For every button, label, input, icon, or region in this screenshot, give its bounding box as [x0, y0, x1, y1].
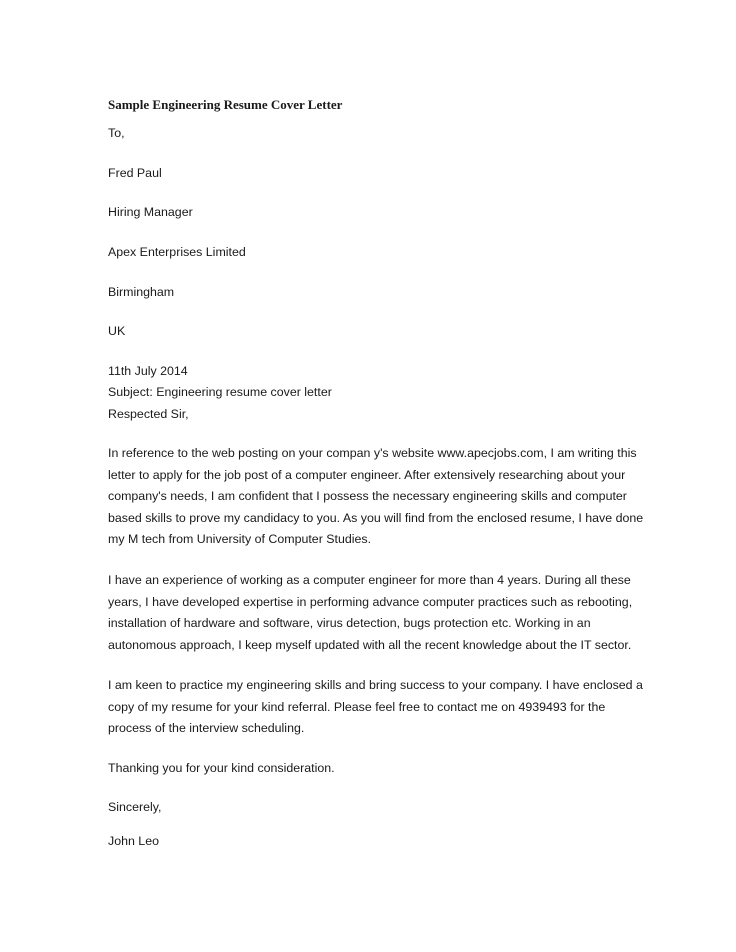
closing-line: Sincerely, — [108, 800, 162, 814]
recipient-position: Hiring Manager — [108, 205, 193, 219]
body-paragraph-3 — [108, 675, 643, 740]
letter-title: Sample Engineering Resume Cover Letter — [108, 97, 343, 112]
letter-subject: Subject: Engineering resume cover letter — [108, 385, 332, 399]
paragraph-line: In reference to the web posting on your compan y's website www.apecjobs.com, I am writing this — [108, 446, 637, 460]
paragraph-line: based skills to prove my candidacy to you. As you will find from the enclosed resume, I have done — [108, 510, 644, 525]
recipient-city: Birmingham — [108, 285, 175, 299]
letter-date: 11th July 2014 — [108, 364, 188, 378]
paragraph-line: autonomous approach, I keep myself updated with all the recent knowledge about the IT sector. — [108, 637, 632, 652]
salutation-to: To, — [108, 126, 125, 140]
recipient-company: Apex Enterprises Limited — [108, 245, 246, 259]
paragraph-line: installation of hardware and software, virus detection, bugs protection etc. Working in an — [108, 616, 591, 630]
paragraph-line: letter to apply for the job post of a computer engineer. After extensively researching about your — [108, 467, 626, 482]
paragraph-line: copy of my resume for your kind referral. Please feel free to contact me on 4939493 for the — [108, 699, 606, 714]
paragraph-line: my M tech from University of Computer Studies. — [108, 532, 372, 546]
thanks-line: Thanking you for your kind consideration. — [108, 761, 335, 775]
paragraph-line: I have an experience of working as a computer engineer for more than 4 years. During all these — [108, 573, 631, 587]
signature-name: John Leo — [108, 834, 159, 848]
paragraph-line: I am keen to practice my engineering skills and bring success to your company. I have enclosed a — [108, 678, 643, 692]
body-paragraph-1 — [108, 443, 644, 551]
body-paragraph-2 — [108, 570, 638, 656]
recipient-name: Fred Paul — [108, 166, 162, 180]
paragraph-line: process of the interview scheduling. — [108, 721, 305, 735]
paragraph-line: years, I have developed expertise in performing advance computer practices such as rebooting, — [108, 594, 633, 609]
paragraph-line: company's needs, I am confident that I possess the necessary engineering skills and computer — [108, 489, 627, 503]
recipient-country: UK — [108, 324, 126, 338]
letter-greeting: Respected Sir, — [108, 407, 189, 421]
